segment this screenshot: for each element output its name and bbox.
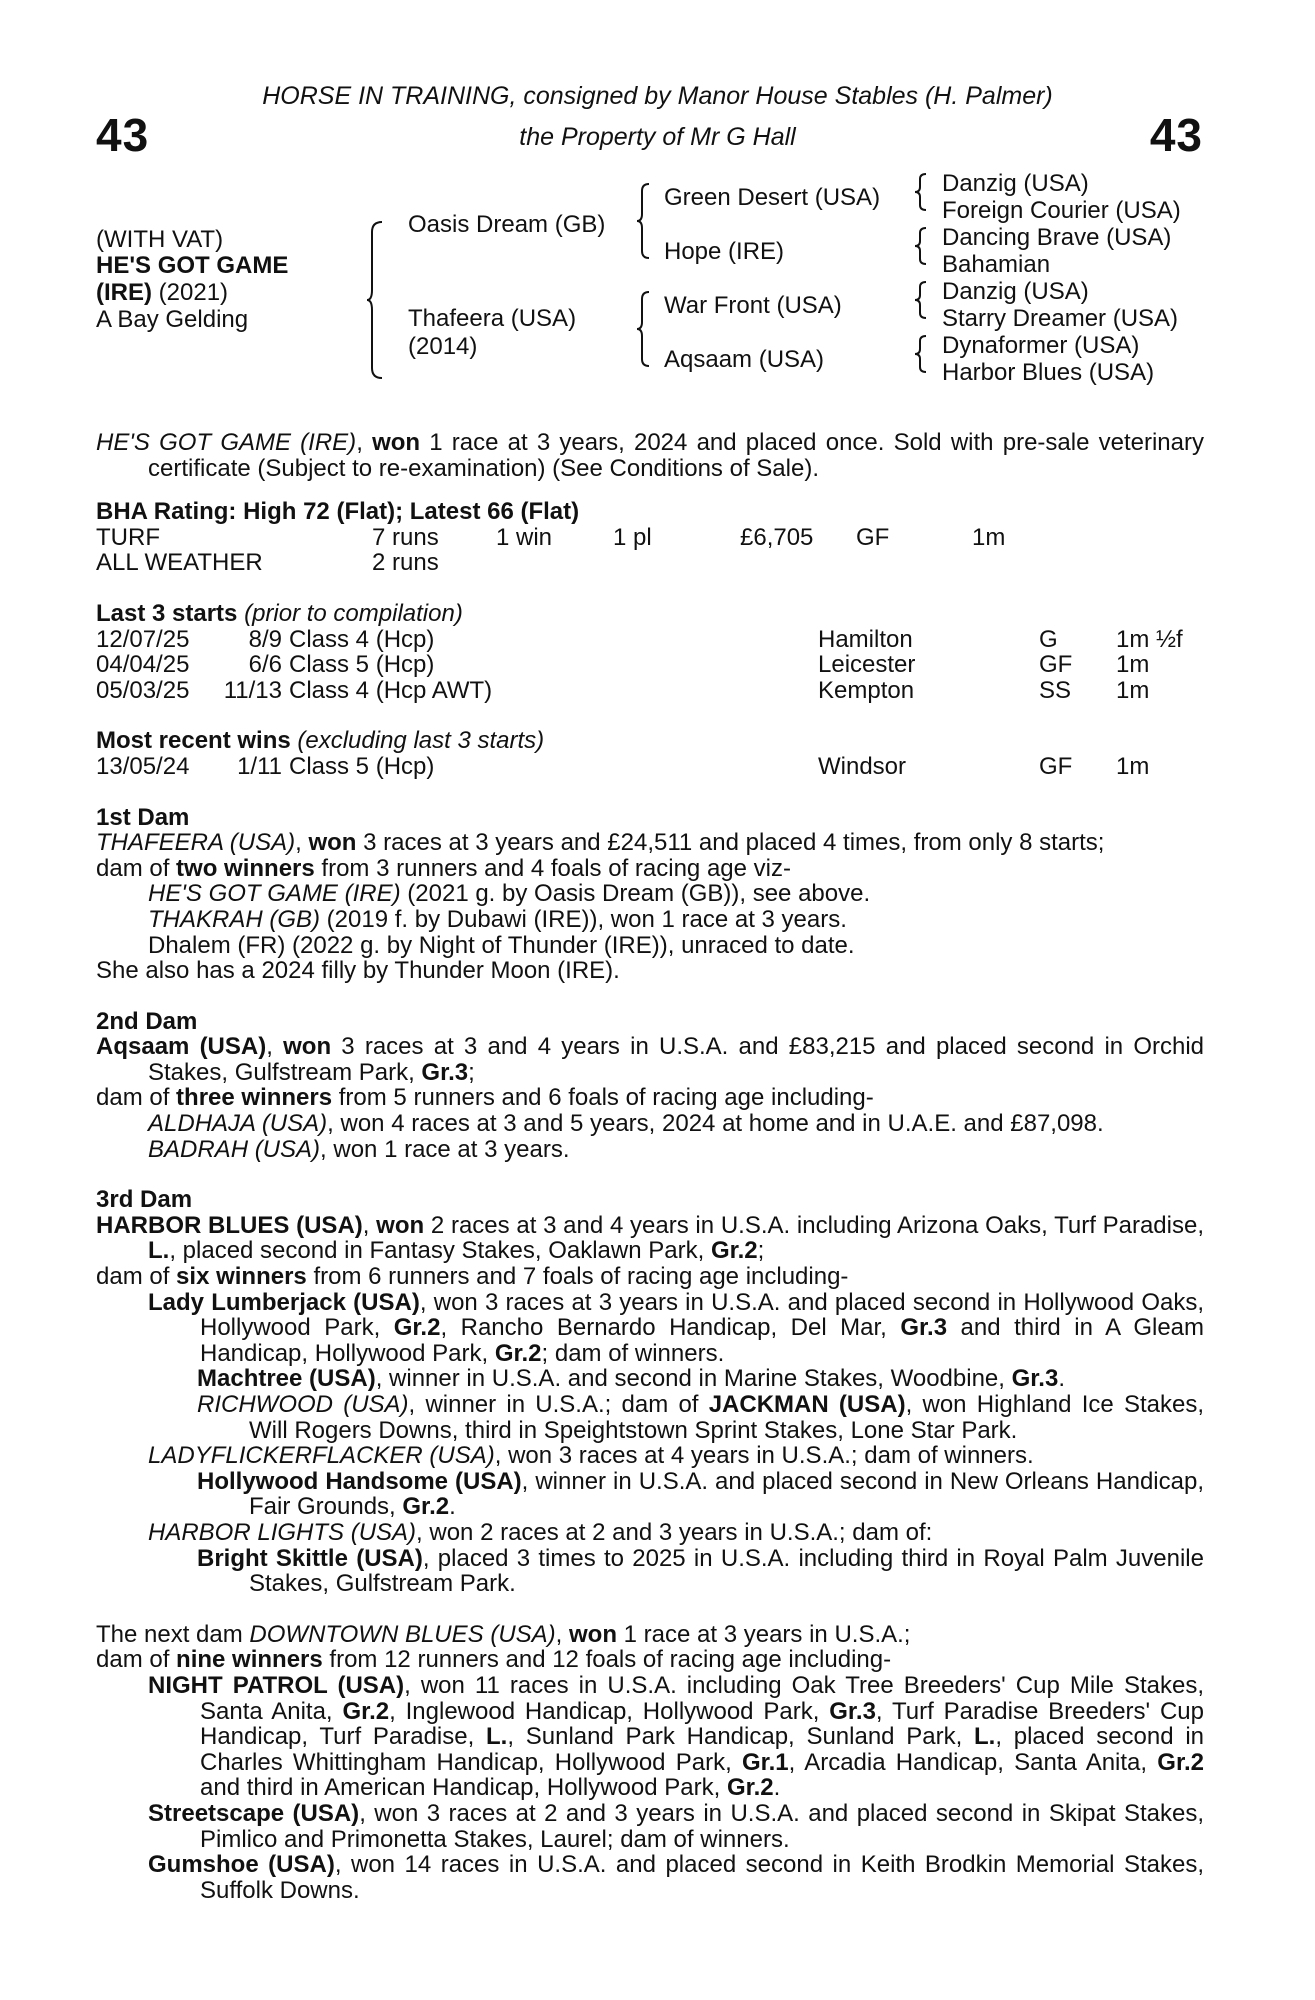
intro-paragraph: HE'S GOT GAME (IRE), won 1 race at 3 years, 2024 and placed once. Sold with pre-sale veterinary certificate (Subject to re-examination) (See Conditions of Sale). (96, 429, 1204, 482)
recent-wins-title: Most recent wins (excluding last 3 starts) (96, 727, 545, 755)
gen3-8: Harbor Blues (USA) (942, 359, 1155, 386)
dam-name: Thafeera (USA) (408, 305, 577, 332)
produce-entry: Machtree (USA), winner in U.S.A. and second in Marine Stakes, Woodbine, Gr.3. (197, 1365, 1065, 1393)
catalogue-body (96, 430, 1204, 1903)
win-row: 13/05/24 1/11 Class 5 (Hcp) Windsor GF 1m (96, 752, 1150, 780)
horse-description: A Bay Gelding (96, 306, 249, 333)
produce-entry: LADYFLICKERFLACKER (USA), won 3 races at 4 years in U.S.A.; dam of winners. (148, 1442, 1034, 1470)
start-row: 04/04/25 6/6 Class 5 (Hcp) Leicester GF 1m (96, 651, 1150, 679)
produce-entry: Dhalem (FR) (2022 g. by Night of Thunder (IRE)), unraced to date. (148, 931, 855, 959)
sire-name: Oasis Dream (GB) (408, 211, 606, 238)
second-dam-produce-summary: dam of three winners from 5 runners and 6 foals of racing age including- (96, 1084, 874, 1112)
pedigree-brace-g3-4 (914, 334, 928, 374)
pedigree-brace-dam (636, 290, 652, 368)
third-dam-record: HARBOR BLUES (USA), won 2 races at 3 and 4 years in U.S.A. including Arizona Oaks, Turf Paradise, L., placed second in Fantasy Stakes, Oaklawn Park, Gr.2; (96, 1211, 1204, 1265)
next-dam-record: The next dam DOWNTOWN BLUES (USA), won 1 race at 3 years in U.S.A.; (96, 1620, 911, 1648)
pedigree-brace-g3-3 (914, 280, 928, 320)
produce-entry: Gumshoe (USA), won 14 races in U.S.A. and placed second in Keith Brodkin Memorial Stakes, Suffolk Downs. (148, 1851, 1204, 1904)
grandsire-paternal: Green Desert (USA) (664, 184, 881, 211)
consignor-line: HORSE IN TRAINING, consigned by Manor House Stables (H. Palmer) (262, 82, 1053, 110)
turf-record-row: TURF 7 runs 1 win 1 pl £6,705 GF 1m (96, 523, 1006, 551)
gen3-2: Foreign Courier (USA) (942, 197, 1181, 224)
lot-number-right: 43 (1149, 109, 1203, 161)
third-dam-title: 3rd Dam (96, 1186, 193, 1214)
gen3-6: Starry Dreamer (USA) (942, 305, 1179, 332)
pedigree-brace-main (366, 220, 386, 380)
start-row: 05/03/25 11/13 Class 4 (Hcp AWT) Kempton SS 1m (96, 676, 1150, 704)
granddam-maternal: Aqsaam (USA) (664, 346, 825, 373)
produce-entry: Lady Lumberjack (USA), won 3 races at 3 years in U.S.A. and placed second in Hollywood Oaks, Hollywood Park, Gr.2, Rancho Bernardo Handicap, Del Mar, Gr.3 and third in A Gleam Handicap, Hollywood Park, Gr.2; dam of winners. (148, 1288, 1205, 1367)
second-dam-record: Aqsaam (USA), won 3 races at 3 and 4 years in U.S.A. and £83,215 and placed second in Orchid Stakes, Gulfstream Park, Gr.3; (96, 1033, 1205, 1086)
produce-entry: HE'S GOT GAME (IRE) (2021 g. by Oasis Dream (GB)), see above. (148, 880, 871, 908)
dam-year: (2014) (408, 333, 478, 360)
pedigree-brace-sire (636, 182, 652, 260)
produce-entry: RICHWOOD (USA), winner in U.S.A.; dam of JACKMAN (USA), won Highland Ice Stakes, Will Rogers Downs, third in Speightstown Sprint Stakes, Lone Star Park. (197, 1391, 1204, 1444)
bha-rating-title: BHA Rating: High 72 (Flat); Latest 66 (Flat) (96, 498, 580, 526)
horse-name: HE'S GOT GAME (96, 252, 289, 279)
third-dam-produce-summary: dam of six winners from 6 runners and 7 foals of racing age including- (96, 1263, 849, 1291)
last3-title: Last 3 starts (prior to compilation) (96, 599, 463, 627)
first-dam-note: She also has a 2024 filly by Thunder Moon (IRE). (96, 957, 620, 985)
first-dam-produce-summary: dam of two winners from 3 runners and 4 foals of racing age viz- (96, 854, 791, 882)
gen3-3: Dancing Brave (USA) (942, 224, 1172, 251)
produce-entry: BADRAH (USA), won 1 race at 3 years. (148, 1135, 570, 1163)
produce-entry: Streetscape (USA), won 3 races at 2 and 3 years in U.S.A. and placed second in Skipat Stakes, Pimlico and Primonetta Stakes, Laurel; dam of winners. (148, 1799, 1205, 1853)
produce-entry: HARBOR LIGHTS (USA), won 2 races at 2 and 3 years in U.S.A.; dam of: (148, 1518, 933, 1546)
lot-number-left: 43 (96, 109, 150, 161)
gen3-1: Danzig (USA) (942, 170, 1089, 197)
gen3-7: Dynaformer (USA) (942, 332, 1140, 359)
grandsire-maternal: War Front (USA) (664, 292, 842, 319)
aw-record-row: ALL WEATHER 2 runs (96, 549, 439, 577)
gen3-5: Danzig (USA) (942, 278, 1089, 305)
produce-entry: NIGHT PATROL (USA), won 11 races in U.S.A. including Oak Tree Breeders' Cup Mile Stakes, Santa Anita, Gr.2, Inglewood Handicap, Hollywood Park, Gr.3, Turf Paradise Breeders' Cup Handicap, Turf Paradise, L., Sunland Park Handicap, Sunland Park, L., placed second in Charles Whittingham Handicap, Hollywood Park, Gr.1, Arcadia Handicap, Santa Anita, Gr.2 and third in American Handicap, Hollywood Park, Gr.2. (148, 1671, 1205, 1802)
start-row: 12/07/25 8/9 Class 4 (Hcp) Hamilton G 1m ½f (96, 625, 1183, 653)
produce-entry: Hollywood Handsome (USA), winner in U.S.A. and placed second in New Orleans Handicap, Fair Grounds, Gr.2. (197, 1467, 1204, 1521)
pedigree-brace-g3-1 (914, 172, 928, 212)
produce-entry: THAKRAH (GB) (2019 f. by Dubawi (IRE)), won 1 race at 3 years. (148, 905, 847, 933)
first-dam-record: THAFEERA (USA), won 3 races at 3 years and £24,511 and placed 4 times, from only 8 starts; (96, 829, 1105, 857)
granddam-paternal: Hope (IRE) (664, 238, 785, 265)
next-dam-produce-summary: dam of nine winners from 12 runners and 12 foals of racing age including- (96, 1646, 892, 1674)
first-dam-title: 1st Dam (96, 803, 190, 831)
property-line: the Property of Mr G Hall (519, 123, 796, 151)
gen3-4: Bahamian (942, 251, 1051, 278)
pedigree-brace-g3-2 (914, 226, 928, 266)
horse-name-year: (IRE) (2021) (96, 279, 229, 306)
vat-note: (WITH VAT) (96, 226, 224, 253)
produce-entry: ALDHAJA (USA), won 4 races at 3 and 5 years, 2024 at home and in U.A.E. and £87,098. (148, 1110, 1104, 1138)
produce-entry: Bright Skittle (USA), placed 3 times to 2025 in U.S.A. including third in Royal Palm Juvenile Stakes, Gulfstream Park. (197, 1544, 1204, 1598)
second-dam-title: 2nd Dam (96, 1007, 198, 1035)
